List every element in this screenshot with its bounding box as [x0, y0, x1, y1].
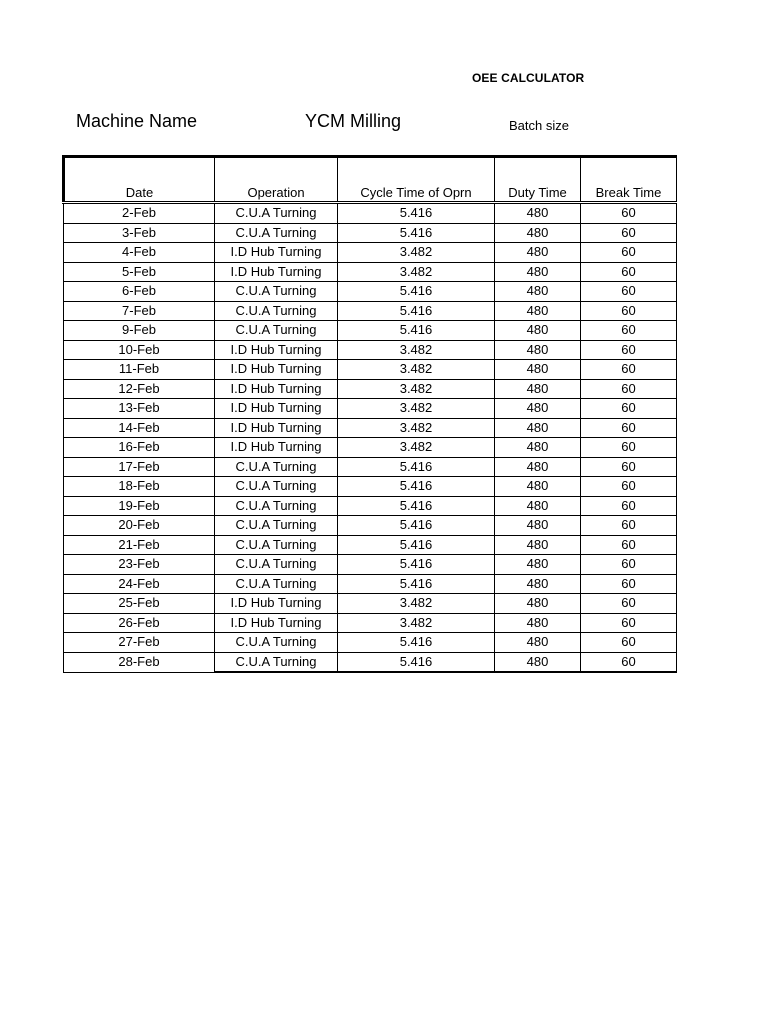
column-header-date: Date [64, 157, 215, 203]
cell-break-time[interactable]: 60 [581, 282, 677, 302]
table-row [64, 652, 677, 672]
cell-date[interactable]: 25-Feb [64, 594, 215, 614]
cell-break-time[interactable]: 60 [581, 203, 677, 224]
cell-break-time[interactable]: 60 [581, 301, 677, 321]
cell-operation[interactable]: I.D Hub Turning [215, 340, 338, 360]
cell-date[interactable]: 26-Feb [64, 613, 215, 633]
table-row [64, 223, 677, 243]
cell-operation[interactable]: C.U.A Turning [215, 652, 338, 672]
cell-duty-time[interactable]: 480 [495, 574, 581, 594]
cell-break-time[interactable]: 60 [581, 223, 677, 243]
cell-operation[interactable]: C.U.A Turning [215, 535, 338, 555]
cell-break-time[interactable]: 60 [581, 438, 677, 458]
cell-cycle-time[interactable]: 5.416 [338, 496, 495, 516]
table-row [64, 301, 677, 321]
cell-operation[interactable]: I.D Hub Turning [215, 613, 338, 633]
cell-break-time[interactable]: 60 [581, 613, 677, 633]
machine-name-label: Machine Name [76, 111, 198, 131]
cell-operation[interactable]: I.D Hub Turning [215, 594, 338, 614]
oee-table [62, 155, 677, 673]
table-row [64, 321, 677, 341]
cell-cycle-time[interactable]: 3.482 [338, 379, 495, 399]
cell-date[interactable]: 12-Feb [64, 379, 215, 399]
cell-duty-time[interactable]: 480 [495, 555, 581, 575]
cell-date[interactable]: 17-Feb [64, 457, 215, 477]
cell-operation[interactable]: C.U.A Turning [215, 223, 338, 243]
cell-duty-time[interactable]: 480 [495, 360, 581, 380]
cell-break-time[interactable]: 60 [581, 321, 677, 341]
cell-date[interactable]: 10-Feb [64, 340, 215, 360]
cell-operation[interactable]: I.D Hub Turning [215, 262, 338, 282]
cell-date[interactable]: 11-Feb [64, 360, 215, 380]
cell-break-time[interactable]: 60 [581, 243, 677, 263]
cell-cycle-time[interactable]: 3.482 [338, 360, 495, 380]
cell-date[interactable]: 5-Feb [64, 262, 215, 282]
cell-break-time[interactable]: 60 [581, 262, 677, 282]
cell-operation[interactable]: C.U.A Turning [215, 477, 338, 497]
cell-date[interactable]: 2-Feb [64, 203, 215, 224]
cell-cycle-time[interactable]: 5.416 [338, 516, 495, 536]
cell-date[interactable]: 21-Feb [64, 535, 215, 555]
cell-break-time[interactable]: 60 [581, 535, 677, 555]
cell-operation[interactable]: I.D Hub Turning [215, 399, 338, 419]
table-row [64, 262, 677, 282]
table-row [64, 399, 677, 419]
cell-date[interactable]: 19-Feb [64, 496, 215, 516]
cell-duty-time[interactable]: 480 [495, 633, 581, 653]
cell-break-time[interactable]: 60 [581, 594, 677, 614]
table-row [64, 340, 677, 360]
machine-name-value: YCM Milling [305, 111, 402, 131]
cell-break-time[interactable]: 60 [581, 477, 677, 497]
cell-cycle-time[interactable]: 3.482 [338, 418, 495, 438]
cell-break-time[interactable]: 60 [581, 399, 677, 419]
cell-duty-time[interactable]: 480 [495, 438, 581, 458]
cell-duty-time[interactable]: 480 [495, 282, 581, 302]
table-row [64, 457, 677, 477]
cell-operation[interactable]: I.D Hub Turning [215, 379, 338, 399]
table-row [64, 555, 677, 575]
table-row [64, 203, 677, 224]
table-row [64, 282, 677, 302]
batch-size-label: Batch size [509, 118, 569, 133]
table-row [64, 633, 677, 653]
cell-duty-time[interactable]: 480 [495, 594, 581, 614]
cell-duty-time[interactable]: 480 [495, 418, 581, 438]
cell-operation[interactable]: C.U.A Turning [215, 555, 338, 575]
cell-cycle-time[interactable]: 5.416 [338, 203, 495, 224]
cell-duty-time[interactable]: 480 [495, 477, 581, 497]
cell-duty-time[interactable]: 480 [495, 203, 581, 224]
cell-break-time[interactable]: 60 [581, 418, 677, 438]
cell-date[interactable]: 20-Feb [64, 516, 215, 536]
cell-cycle-time[interactable]: 5.416 [338, 477, 495, 497]
page-title: OEE CALCULATOR [472, 71, 585, 85]
cell-break-time[interactable]: 60 [581, 340, 677, 360]
cell-date[interactable]: 6-Feb [64, 282, 215, 302]
cell-date[interactable]: 4-Feb [64, 243, 215, 263]
cell-cycle-time[interactable]: 3.482 [338, 340, 495, 360]
cell-date[interactable]: 3-Feb [64, 223, 215, 243]
table-row [64, 379, 677, 399]
cell-date[interactable]: 14-Feb [64, 418, 215, 438]
table-row [64, 574, 677, 594]
cell-break-time[interactable]: 60 [581, 457, 677, 477]
column-header-cycle-time: Cycle Time of Oprn [338, 157, 495, 203]
table-row [64, 516, 677, 536]
cell-operation[interactable]: C.U.A Turning [215, 574, 338, 594]
cell-operation[interactable]: C.U.A Turning [215, 516, 338, 536]
cell-cycle-time[interactable]: 3.482 [338, 438, 495, 458]
column-header-duty-time: Duty Time [495, 157, 581, 203]
table-row [64, 360, 677, 380]
cell-cycle-time[interactable]: 5.416 [338, 457, 495, 477]
cell-break-time[interactable]: 60 [581, 633, 677, 653]
cell-operation[interactable]: C.U.A Turning [215, 301, 338, 321]
cell-operation[interactable]: C.U.A Turning [215, 203, 338, 224]
cell-operation[interactable]: C.U.A Turning [215, 282, 338, 302]
cell-operation[interactable]: C.U.A Turning [215, 321, 338, 341]
cell-cycle-time[interactable]: 5.416 [338, 282, 495, 302]
cell-duty-time[interactable]: 480 [495, 652, 581, 672]
cell-date[interactable]: 16-Feb [64, 438, 215, 458]
cell-operation[interactable]: C.U.A Turning [215, 496, 338, 516]
cell-duty-time[interactable]: 480 [495, 379, 581, 399]
cell-date[interactable]: 7-Feb [64, 301, 215, 321]
cell-duty-time[interactable]: 480 [495, 613, 581, 633]
cell-duty-time[interactable]: 480 [495, 399, 581, 419]
cell-date[interactable]: 27-Feb [64, 633, 215, 653]
cell-cycle-time[interactable]: 5.416 [338, 555, 495, 575]
cell-duty-time[interactable]: 480 [495, 457, 581, 477]
cell-cycle-time[interactable]: 5.416 [338, 652, 495, 672]
table-header-row [64, 157, 677, 203]
cell-break-time[interactable]: 60 [581, 652, 677, 672]
cell-duty-time[interactable]: 480 [495, 262, 581, 282]
cell-duty-time[interactable]: 480 [495, 516, 581, 536]
column-header-operation: Operation [215, 157, 338, 203]
cell-break-time[interactable]: 60 [581, 555, 677, 575]
cell-operation[interactable]: I.D Hub Turning [215, 360, 338, 380]
cell-cycle-time[interactable]: 3.482 [338, 243, 495, 263]
cell-date[interactable]: 9-Feb [64, 321, 215, 341]
cell-date[interactable]: 23-Feb [64, 555, 215, 575]
cell-duty-time[interactable]: 480 [495, 535, 581, 555]
cell-duty-time[interactable]: 480 [495, 496, 581, 516]
column-header-break-time: Break Time [581, 157, 677, 203]
cell-break-time[interactable]: 60 [581, 379, 677, 399]
table-row [64, 438, 677, 458]
cell-cycle-time[interactable]: 3.482 [338, 594, 495, 614]
cell-operation[interactable]: I.D Hub Turning [215, 243, 338, 263]
table-row [64, 594, 677, 614]
cell-break-time[interactable]: 60 [581, 574, 677, 594]
cell-duty-time[interactable]: 480 [495, 340, 581, 360]
cell-date[interactable]: 18-Feb [64, 477, 215, 497]
cell-duty-time[interactable]: 480 [495, 301, 581, 321]
cell-operation[interactable]: C.U.A Turning [215, 633, 338, 653]
table-row [64, 418, 677, 438]
cell-date[interactable]: 28-Feb [64, 652, 215, 672]
cell-cycle-time[interactable]: 5.416 [338, 633, 495, 653]
cell-cycle-time[interactable]: 3.482 [338, 613, 495, 633]
cell-operation[interactable]: I.D Hub Turning [215, 418, 338, 438]
cell-cycle-time[interactable]: 5.416 [338, 301, 495, 321]
cell-break-time[interactable]: 60 [581, 360, 677, 380]
table-row [64, 535, 677, 555]
cell-cycle-time[interactable]: 5.416 [338, 223, 495, 243]
cell-date[interactable]: 24-Feb [64, 574, 215, 594]
cell-date[interactable]: 13-Feb [64, 399, 215, 419]
cell-duty-time[interactable]: 480 [495, 243, 581, 263]
cell-break-time[interactable]: 60 [581, 516, 677, 536]
cell-cycle-time[interactable]: 5.416 [338, 535, 495, 555]
cell-cycle-time[interactable]: 5.416 [338, 574, 495, 594]
cell-duty-time[interactable]: 480 [495, 223, 581, 243]
cell-operation[interactable]: I.D Hub Turning [215, 438, 338, 458]
cell-duty-time[interactable]: 480 [495, 321, 581, 341]
cell-cycle-time[interactable]: 5.416 [338, 321, 495, 341]
cell-cycle-time[interactable]: 3.482 [338, 399, 495, 419]
table-row [64, 496, 677, 516]
table-body [64, 203, 677, 673]
table-row [64, 613, 677, 633]
cell-cycle-time[interactable]: 3.482 [338, 262, 495, 282]
table-row [64, 477, 677, 497]
cell-operation[interactable]: C.U.A Turning [215, 457, 338, 477]
table-row [64, 243, 677, 263]
cell-break-time[interactable]: 60 [581, 496, 677, 516]
